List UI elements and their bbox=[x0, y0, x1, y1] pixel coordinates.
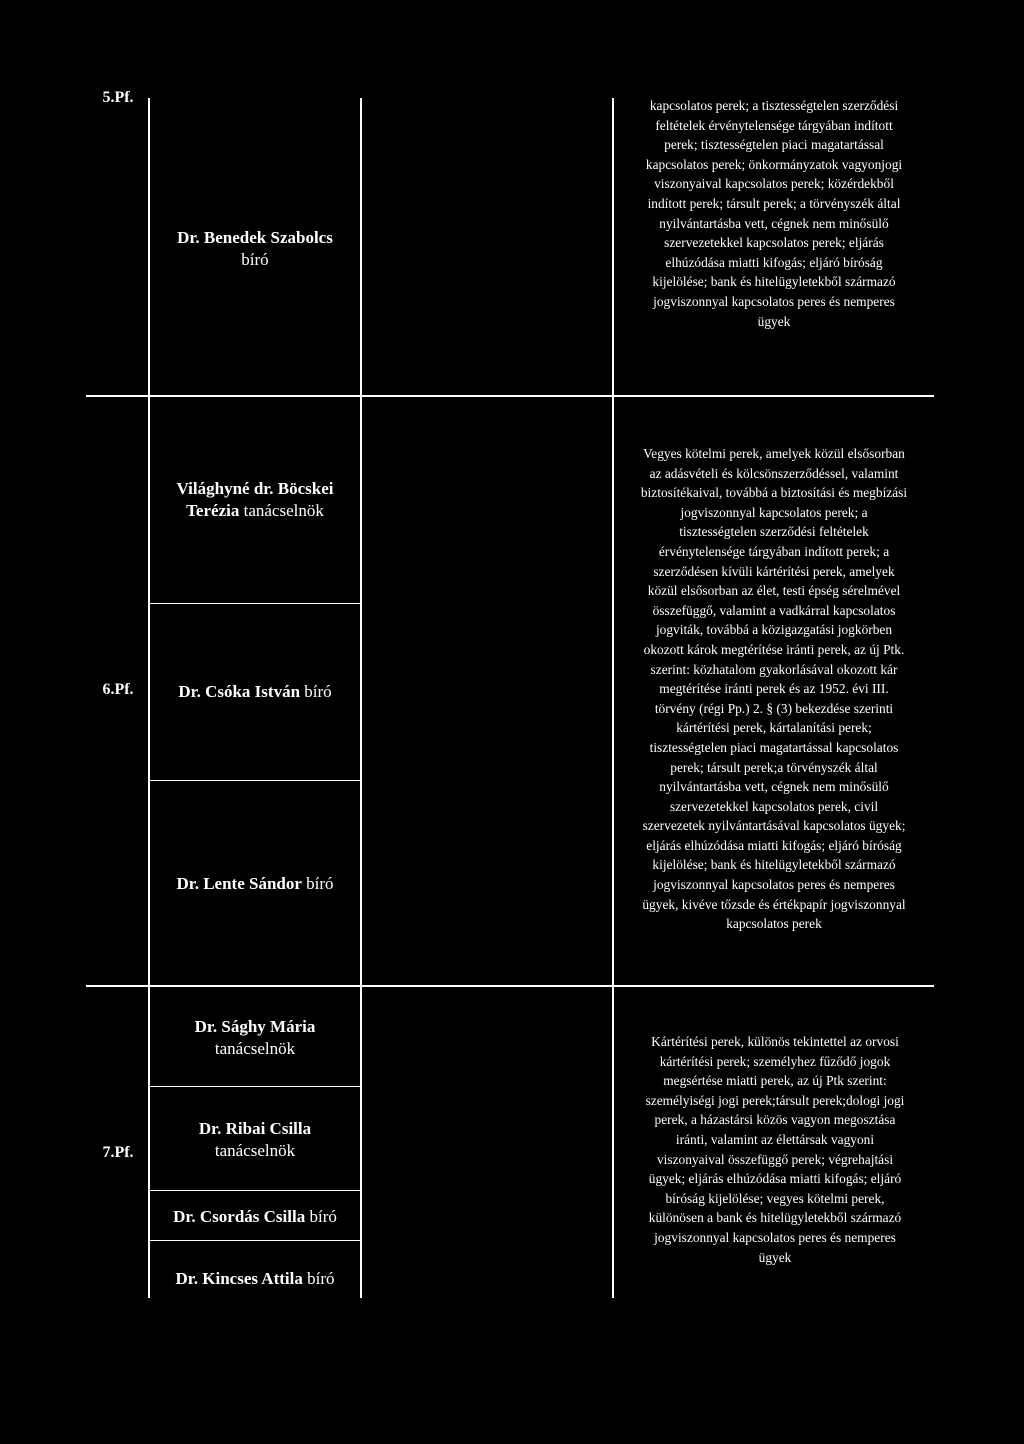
judge-role: tanácselnök bbox=[243, 501, 324, 520]
description-line: perek; tisztességtelen piaci magatartással bbox=[664, 137, 884, 153]
judge-role: bíró bbox=[241, 250, 269, 269]
judge-name: Dr. Ribai Csilla bbox=[198, 1119, 312, 1138]
judge-name: Világhyné dr. Böcskei Terézia bbox=[176, 479, 334, 520]
judge-name: Dr. Csóka István bbox=[178, 682, 301, 701]
description-line: perek, a házastársi közös vagyon megosztása bbox=[654, 1112, 896, 1128]
description-line: közül elsősorban az élet, testi épség sérelmével bbox=[647, 583, 901, 599]
judge-cell-separator bbox=[150, 1190, 360, 1191]
judge-name: Dr. Benedek Szabolcs bbox=[177, 228, 333, 247]
description-line: jogviszonnyal kapcsolatos peres és nemperes bbox=[653, 877, 895, 893]
section-code: 5.Pf. bbox=[102, 89, 134, 106]
case-description bbox=[614, 1032, 936, 1267]
judge-role: tanácselnök bbox=[214, 1141, 296, 1160]
judge-role: bíró bbox=[306, 874, 334, 893]
judge-entry bbox=[150, 681, 360, 703]
judge-entry bbox=[150, 478, 360, 522]
description-line: tisztességtelen piaci magatartással kapcsolatos bbox=[649, 739, 899, 755]
judge-cell-separator bbox=[150, 1086, 360, 1087]
description-line: kártérítési perek, kártalanítási perek; bbox=[676, 720, 872, 736]
column-divider bbox=[360, 98, 362, 1298]
description-line: az adásvételi és kölcsönszerződéssel, valamint bbox=[649, 465, 899, 481]
section-code: 6.Pf. bbox=[102, 681, 134, 698]
judge-name: Dr. Kincses Attila bbox=[175, 1269, 303, 1288]
judge-entry bbox=[150, 1268, 360, 1290]
description-line: iránti, valamint az élettársak vagyoni bbox=[675, 1131, 875, 1147]
judge-text bbox=[150, 478, 360, 522]
description-line: perek; társult perek;a törvényszék által bbox=[670, 759, 878, 775]
description-line: ügyek bbox=[757, 313, 791, 329]
judge-entry bbox=[150, 1118, 360, 1162]
description-line: viszonyaival kapcsolatos perek; közérdekből bbox=[654, 176, 894, 192]
judge-role: tanácselnök bbox=[214, 1039, 296, 1058]
description-line: ügyek, kivéve tőzsde és értékpapír jogviszonnyal bbox=[642, 896, 906, 912]
description-line: Kártérítési perek, különös tekintettel az orvosi bbox=[651, 1034, 899, 1049]
description-line: indított perek; társult perek; a törvényszék által bbox=[647, 195, 901, 211]
description-line: biztosítékaival, továbbá a biztosítási és megbízási bbox=[640, 485, 908, 501]
description-line: szerződésen kívüli kártérítési perek, amelyek bbox=[653, 563, 895, 579]
description-line: megtérítése iránti perek és az 1952. évi III. bbox=[659, 681, 889, 697]
description-line: jogviszonnyal kapcsolatos perek; a bbox=[680, 504, 868, 520]
description-line: megsértése miatti perek, az új Ptk szerint: bbox=[663, 1073, 887, 1089]
description-line: törvény (régi Pp.) 2. § (3) bekezdése szerinti bbox=[654, 700, 894, 716]
judge-entry bbox=[150, 227, 360, 271]
judge-cell-separator bbox=[150, 603, 360, 604]
section-code: 7.Pf. bbox=[102, 1144, 134, 1161]
row-separator bbox=[86, 985, 934, 987]
description-line: szerint: közhatalom gyakorlásával okozott kár bbox=[650, 661, 898, 677]
description-line: bíróság kijelölése; vegyes kötelmi perek, bbox=[665, 1190, 885, 1206]
description-line: ügyek bbox=[758, 1249, 792, 1265]
description-line: személyiségi jogi perek;társult perek;dologi jogi bbox=[645, 1092, 905, 1108]
description-line: jogviták, továbbá a közigazgatási jogkörben bbox=[655, 622, 893, 638]
description-line: feltételek érvénytelensége tárgyában indított bbox=[655, 117, 893, 133]
judge-name: Dr. Lente Sándor bbox=[176, 874, 302, 893]
description-line: kapcsolatos perek bbox=[726, 916, 822, 932]
judge-name: Dr. Csordás Csilla bbox=[173, 1207, 306, 1226]
row-separator bbox=[86, 395, 934, 397]
description-line: ügyek; eljárás elhúzódása miatti kifogás; eljáró bbox=[648, 1171, 902, 1187]
judge-entry bbox=[150, 873, 360, 895]
description-line: jogviszonnyal kapcsolatos peres és nemperes bbox=[653, 293, 895, 309]
description-line: szervezetekkel kapcsolatos perek; eljárás bbox=[664, 235, 884, 251]
description-line: szervezetek nyilvántartásával kapcsolatos ügyek; bbox=[642, 818, 906, 834]
description-line: kijelölése; bank és hitelügyletekből származó bbox=[652, 857, 896, 873]
description-line: kijelölése; bank és hitelügyletekből származó bbox=[652, 274, 896, 290]
description-line: érvénytelensége tárgyában indított perek; a bbox=[658, 543, 890, 559]
description-line: szervezetekkel kapcsolatos perek, civil bbox=[669, 798, 879, 814]
description-line: jogviszonnyal kapcsolatos peres és nemperes bbox=[654, 1229, 896, 1245]
judge-cell-separator bbox=[150, 1240, 360, 1241]
description-line: különösen a bank és hitelügyletekből származó bbox=[648, 1210, 902, 1226]
description-line: elhúzódása miatti kifogás; eljáró bíróság bbox=[665, 254, 883, 270]
description-line: viszonyaival összefüggő perek; végrehajtási bbox=[656, 1151, 894, 1167]
case-description bbox=[614, 96, 934, 331]
description-line: tisztességtelen szerződési feltételek bbox=[679, 524, 869, 540]
description-line: összefüggő, valamint a vadkárral kapcsolatos bbox=[652, 602, 896, 618]
judge-role: bíró bbox=[309, 1207, 337, 1226]
judge-entry bbox=[150, 1206, 360, 1228]
judge-name: Dr. Sághy Mária bbox=[194, 1017, 316, 1036]
judge-cell-separator bbox=[150, 780, 360, 781]
description-line: kártérítési perek; személyhez fűződő jogok bbox=[659, 1053, 891, 1069]
description-line: okozott károk megtérítése iránti perek, az új Ptk. bbox=[643, 641, 905, 657]
description-line: kapcsolatos perek; a tisztességtelen szerződési bbox=[649, 98, 899, 113]
description-line: nyilvántartásba vett, cégnek nem minősülő bbox=[659, 215, 889, 231]
judge-role: bíró bbox=[307, 1269, 335, 1288]
description-line: kapcsolatos perek; önkormányzatok vagyonjogi bbox=[645, 156, 903, 172]
judge-role: bíró bbox=[304, 682, 332, 701]
description-line: nyilvántartásba vett, cégnek nem minősülő bbox=[659, 779, 889, 795]
description-line: Vegyes kötelmi perek, amelyek közül elsősorban bbox=[643, 446, 905, 461]
description-line: eljárás elhúzódása miatti kifogás; eljáró bíróság bbox=[646, 837, 902, 853]
case-description bbox=[612, 444, 936, 934]
judge-entry bbox=[150, 1016, 360, 1060]
